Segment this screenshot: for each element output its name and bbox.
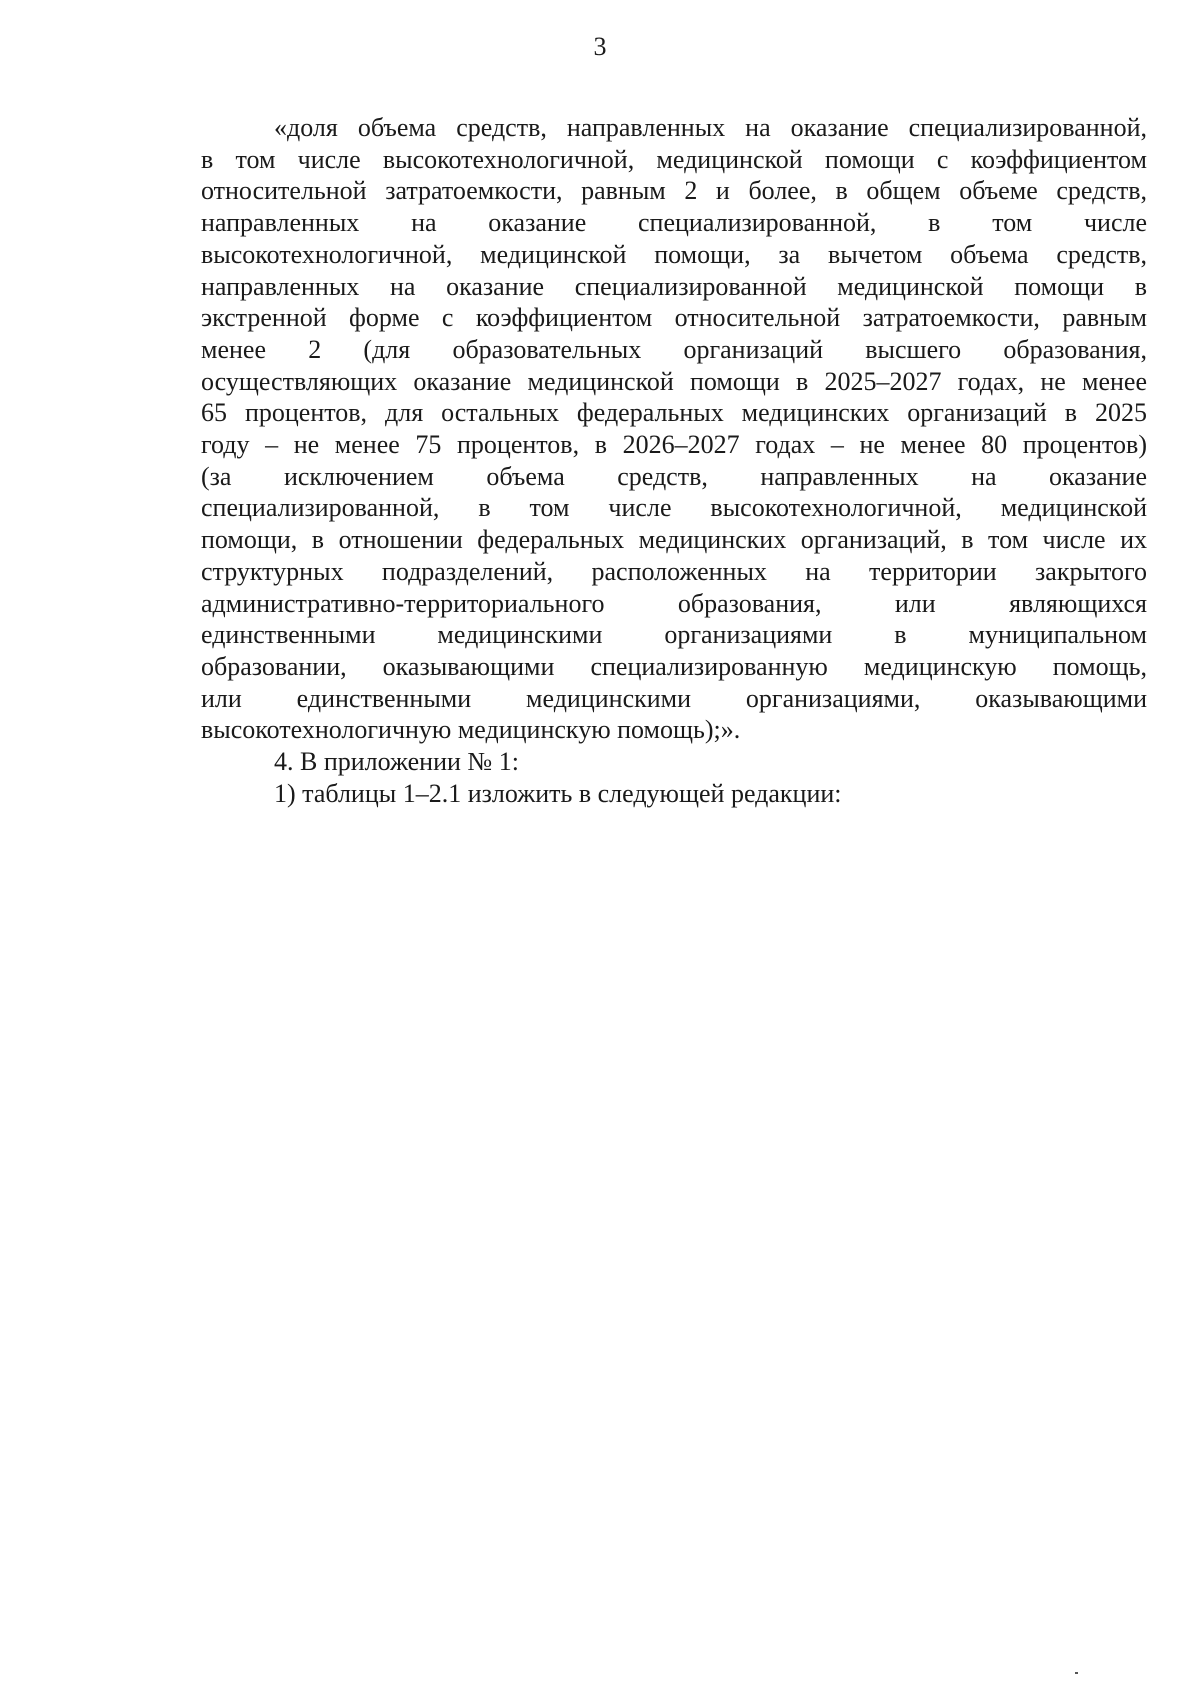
paragraph-line: высокотехнологичной, медицинской помощи, за вычетом объема средств, (201, 239, 1147, 269)
paragraph-line: административно-территориального образования, или являющихся (201, 588, 1147, 618)
page-number: 3 (593, 32, 607, 61)
paragraph-line: экстренной форме с коэффициентом относительной затратоемкости, равным (201, 303, 1147, 333)
paragraph-line: высокотехнологичную медицинскую помощь);». (201, 715, 741, 745)
quoted-paragraph (201, 112, 1147, 746)
paragraph-line: или единственными медицинскими организациями, оказывающими (201, 683, 1147, 713)
paragraph-line: в том числе высокотехнологичной, медицинской помощи с коэффициентом (201, 144, 1147, 174)
paragraph-line: единственными медицинскими организациями в муниципальном (201, 620, 1147, 650)
paragraph-line: относительной затратоемкости, равным 2 и более, в общем объеме средств, (201, 176, 1147, 206)
paragraph-line: менее 2 (для образовательных организаций высшего образования, (201, 334, 1147, 364)
item-4: 4. В приложении № 1: (274, 747, 519, 777)
scan-speck (1075, 1672, 1078, 1674)
paragraph-line: направленных на оказание специализированной, в том числе (201, 208, 1147, 238)
paragraph-line: помощи, в отношении федеральных медицинских организаций, в том числе их (201, 525, 1147, 555)
paragraph-line: специализированной, в том числе высокотехнологичной, медицинской (201, 493, 1147, 523)
paragraph-line: образовании, оказывающими специализированную медицинскую помощь, (201, 651, 1147, 681)
paragraph-line: осуществляющих оказание медицинской помощи в 2025–2027 годах, не менее (201, 366, 1147, 396)
document-body (201, 112, 1147, 809)
paragraph-line: «доля объема средств, направленных на оказание специализированной, (274, 113, 1147, 142)
item-4-subitem-1: 1) таблицы 1–2.1 изложить в следующей редакции: (274, 778, 842, 808)
paragraph-line: году – не менее 75 процентов, в 2026–2027 годах – не менее 80 процентов) (201, 430, 1147, 460)
paragraph-line: (за исключением объема средств, направленных на оказание (201, 461, 1147, 491)
paragraph-line: 65 процентов, для остальных федеральных медицинских организаций в 2025 (201, 398, 1147, 428)
paragraph-line: структурных подразделений, расположенных на территории закрытого (201, 556, 1147, 586)
paragraph-line: направленных на оказание специализированной медицинской помощи в (201, 271, 1147, 301)
